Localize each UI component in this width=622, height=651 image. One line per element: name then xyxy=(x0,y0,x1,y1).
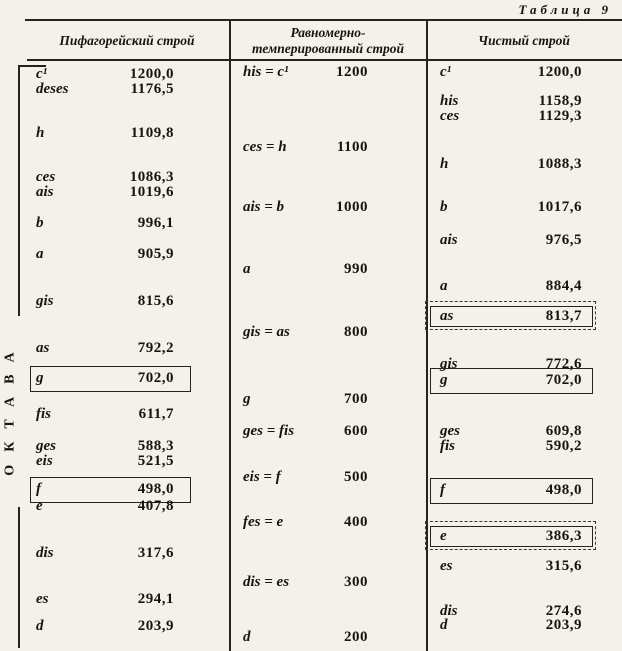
cents-value: 1200,0 xyxy=(537,64,582,80)
note-name: ces xyxy=(36,169,56,185)
cents-value: 400 xyxy=(344,514,368,530)
cents-value: 976,5 xyxy=(545,232,582,248)
note-name: a xyxy=(440,278,448,294)
table-row xyxy=(243,423,368,440)
table-row xyxy=(36,81,174,98)
note-name: dis xyxy=(36,545,54,561)
cents-value: 815,6 xyxy=(137,293,174,309)
header-bottom-rule xyxy=(27,59,622,61)
table-row xyxy=(36,246,174,263)
table-row xyxy=(243,574,368,591)
note-name: f xyxy=(36,481,41,497)
note-name: c¹ xyxy=(440,64,452,80)
note-name: g xyxy=(36,370,44,386)
table-row xyxy=(243,391,368,408)
cents-value: 500 xyxy=(344,469,368,485)
note-name: ges xyxy=(440,423,460,439)
cents-value: 521,5 xyxy=(137,453,174,469)
table-row xyxy=(440,308,582,325)
column-header-equal-tempered xyxy=(252,25,404,57)
table-row xyxy=(36,340,174,357)
cents-value: 1100 xyxy=(336,139,368,155)
note-name: c¹ xyxy=(36,66,48,82)
cents-value: 611,7 xyxy=(138,406,174,422)
table-row xyxy=(36,293,174,310)
table-row xyxy=(36,618,174,635)
table-row xyxy=(440,278,582,295)
table-row xyxy=(36,453,174,470)
table-row xyxy=(243,469,368,486)
column-divider-1 xyxy=(229,19,231,651)
column-header-pythagorean: Пифагорейский строй xyxy=(59,33,195,48)
cents-value: 1200,0 xyxy=(129,66,174,82)
table-row xyxy=(243,514,368,531)
cents-value: 700 xyxy=(344,391,368,407)
note-name: ges = fis xyxy=(243,423,295,439)
table-row xyxy=(243,64,368,81)
cents-value: 300 xyxy=(344,574,368,590)
note-name: dis xyxy=(440,603,458,619)
cents-value: 386,3 xyxy=(545,528,582,544)
cents-value: 884,4 xyxy=(545,278,582,294)
cents-value: 1200 xyxy=(336,64,368,80)
note-name: e xyxy=(440,528,447,544)
note-name: b xyxy=(36,215,44,231)
cents-value: 1109,8 xyxy=(130,125,174,141)
octave-bracket-line-top xyxy=(18,65,20,316)
cents-value: 996,1 xyxy=(137,215,174,231)
cents-value: 407,8 xyxy=(137,498,174,514)
note-name: h xyxy=(36,125,45,141)
table-title: Таблица 9 xyxy=(518,2,612,17)
octave-bracket-line-bottom xyxy=(18,507,20,648)
note-name: ais xyxy=(36,184,54,200)
cents-value: 1017,6 xyxy=(537,199,582,215)
table-row xyxy=(440,558,582,575)
table-row xyxy=(36,125,174,142)
table-row xyxy=(243,139,368,156)
cents-value: 702,0 xyxy=(545,372,582,388)
cents-value: 317,6 xyxy=(137,545,174,561)
note-name: f xyxy=(440,482,445,498)
note-name: deses xyxy=(36,81,69,97)
note-name: as xyxy=(440,308,454,324)
note-name: eis xyxy=(36,453,53,469)
note-name: g xyxy=(440,372,448,388)
cents-value: 590,2 xyxy=(545,438,582,454)
note-name: gis = as xyxy=(243,324,290,340)
note-name: as xyxy=(36,340,50,356)
note-name: gis xyxy=(440,356,458,372)
cents-value: 800 xyxy=(344,324,368,340)
cents-value: 1000 xyxy=(336,199,368,215)
cents-value: 203,9 xyxy=(137,618,174,634)
table-top-rule xyxy=(25,19,622,21)
note-name: e xyxy=(36,498,43,514)
cents-value: 990 xyxy=(344,261,368,277)
note-name: b xyxy=(440,199,448,215)
cents-value: 1176,5 xyxy=(130,81,174,97)
cents-value: 772,6 xyxy=(545,356,582,372)
cents-value: 315,6 xyxy=(545,558,582,574)
note-name: d xyxy=(36,618,44,634)
note-name: h xyxy=(440,156,449,172)
table-row xyxy=(440,108,582,125)
table-row xyxy=(440,482,582,499)
note-name: a xyxy=(243,261,251,277)
note-name: dis = es xyxy=(243,574,290,590)
note-name: fis xyxy=(440,438,455,454)
table-row xyxy=(36,406,174,423)
note-name: fis xyxy=(36,406,51,422)
cents-value: 1019,6 xyxy=(129,184,174,200)
note-name: ces = h xyxy=(243,139,287,155)
table-row xyxy=(440,438,582,455)
note-name: a xyxy=(36,246,44,262)
table-row xyxy=(243,629,368,646)
table-row xyxy=(440,528,582,545)
note-name: es xyxy=(440,558,453,574)
table-row xyxy=(36,481,174,498)
note-name: fes = e xyxy=(243,514,284,530)
table-row xyxy=(243,324,368,341)
table-row xyxy=(36,498,174,515)
note-name: his xyxy=(440,93,459,109)
table-row xyxy=(36,545,174,562)
cents-value: 792,2 xyxy=(137,340,174,356)
table-row xyxy=(440,199,582,216)
table-row xyxy=(243,261,368,278)
column-header-line-1: Равномерно- xyxy=(290,25,366,40)
cents-value: 1129,3 xyxy=(538,108,582,124)
note-name: ces xyxy=(440,108,460,124)
note-name: d xyxy=(243,629,251,645)
cents-value: 588,3 xyxy=(137,438,174,454)
cents-value: 1086,3 xyxy=(129,169,174,185)
cents-value: 1088,3 xyxy=(537,156,582,172)
cents-value: 600 xyxy=(344,423,368,439)
table-row xyxy=(36,184,174,201)
table-row xyxy=(243,199,368,216)
note-name: es xyxy=(36,591,49,607)
octave-label: ОКТАВА xyxy=(2,339,18,476)
table-row xyxy=(440,64,582,81)
table-row xyxy=(440,617,582,634)
column-header-line-2: темперированный строй xyxy=(252,41,404,56)
table-row xyxy=(440,156,582,173)
cents-value: 200 xyxy=(344,629,368,645)
note-name: eis = f xyxy=(243,469,281,485)
cents-value: 1158,9 xyxy=(538,93,582,109)
note-name: his = c¹ xyxy=(243,64,289,80)
note-name: g xyxy=(243,391,251,407)
table-row xyxy=(36,215,174,232)
column-header-just: Чистый строй xyxy=(478,33,570,48)
table-row xyxy=(440,232,582,249)
note-name: ais = b xyxy=(243,199,285,215)
note-name: gis xyxy=(36,293,54,309)
cents-value: 905,9 xyxy=(137,246,174,262)
cents-value: 203,9 xyxy=(545,617,582,633)
note-name: ges xyxy=(36,438,56,454)
note-name: d xyxy=(440,617,448,633)
cents-value: 274,6 xyxy=(545,603,582,619)
cents-value: 498,0 xyxy=(545,482,582,498)
cents-value: 609,8 xyxy=(545,423,582,439)
cents-value: 498,0 xyxy=(137,481,174,497)
cents-value: 702,0 xyxy=(137,370,174,386)
table-row xyxy=(440,372,582,389)
column-divider-2 xyxy=(426,19,428,651)
table-row xyxy=(36,591,174,608)
cents-value: 294,1 xyxy=(137,591,174,607)
note-name: ais xyxy=(440,232,458,248)
table-row xyxy=(36,370,174,387)
cents-value: 813,7 xyxy=(545,308,582,324)
